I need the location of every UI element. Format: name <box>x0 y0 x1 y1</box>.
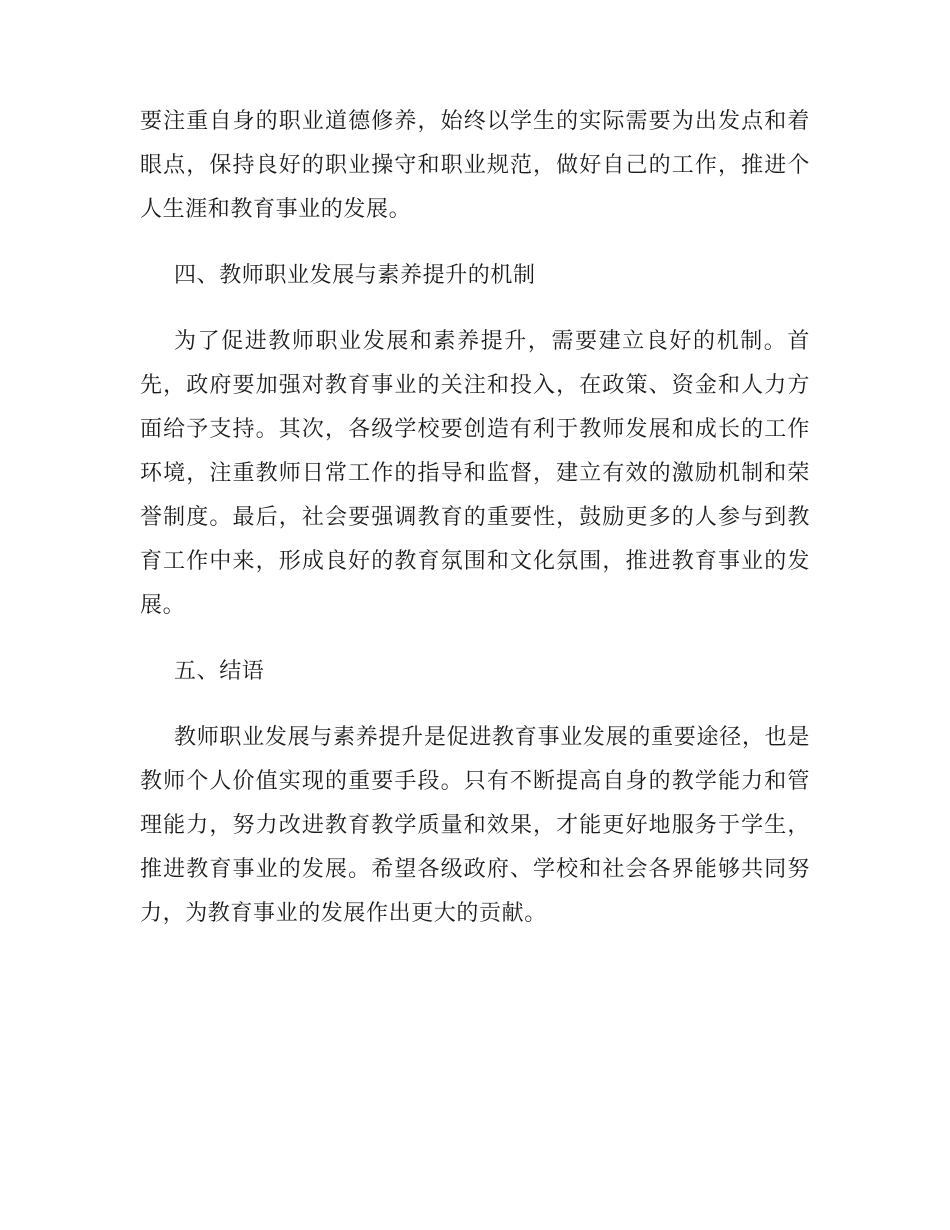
section-heading-conclusion: 五、结语 <box>174 659 265 684</box>
paragraph-conclusion: 教师职业发展与素养提升是促进教育事业发展的重要途径，也是教师个人价值实现的重要手段。只有不断提高自身的教学能力和管理能力，努力改进教育教学质量和效果，才能更好地服务于学生，推进教育事业的发展。希望各级政府、学校和社会各界能够共同努力，为教育事业的发展作出更大的贡献。 <box>140 725 810 926</box>
document-body <box>140 100 810 958</box>
section-heading-mechanism: 四、教师职业发展与素养提升的机制 <box>174 263 536 288</box>
paragraph-continuation: 要注重自身的职业道德修养，始终以学生的实际需要为出发点和着眼点，保持良好的职业操守和职业规范，做好自己的工作，推进个人生涯和教育事业的发展。 <box>140 109 810 222</box>
paragraph-mechanism: 为了促进教师职业发展和素养提升，需要建立良好的机制。首先，政府要加强对教育事业的关注和投入，在政策、资金和人力方面给予支持。其次，各级学校要创造有利于教师发展和成长的工作环境，注重教师日常工作的指导和监督，建立有效的激励机制和荣誉制度。最后，社会要强调教育的重要性，鼓励更多的人参与到教育工作中来，形成良好的教育氛围和文化氛围，推进教育事业的发展。 <box>140 329 810 618</box>
